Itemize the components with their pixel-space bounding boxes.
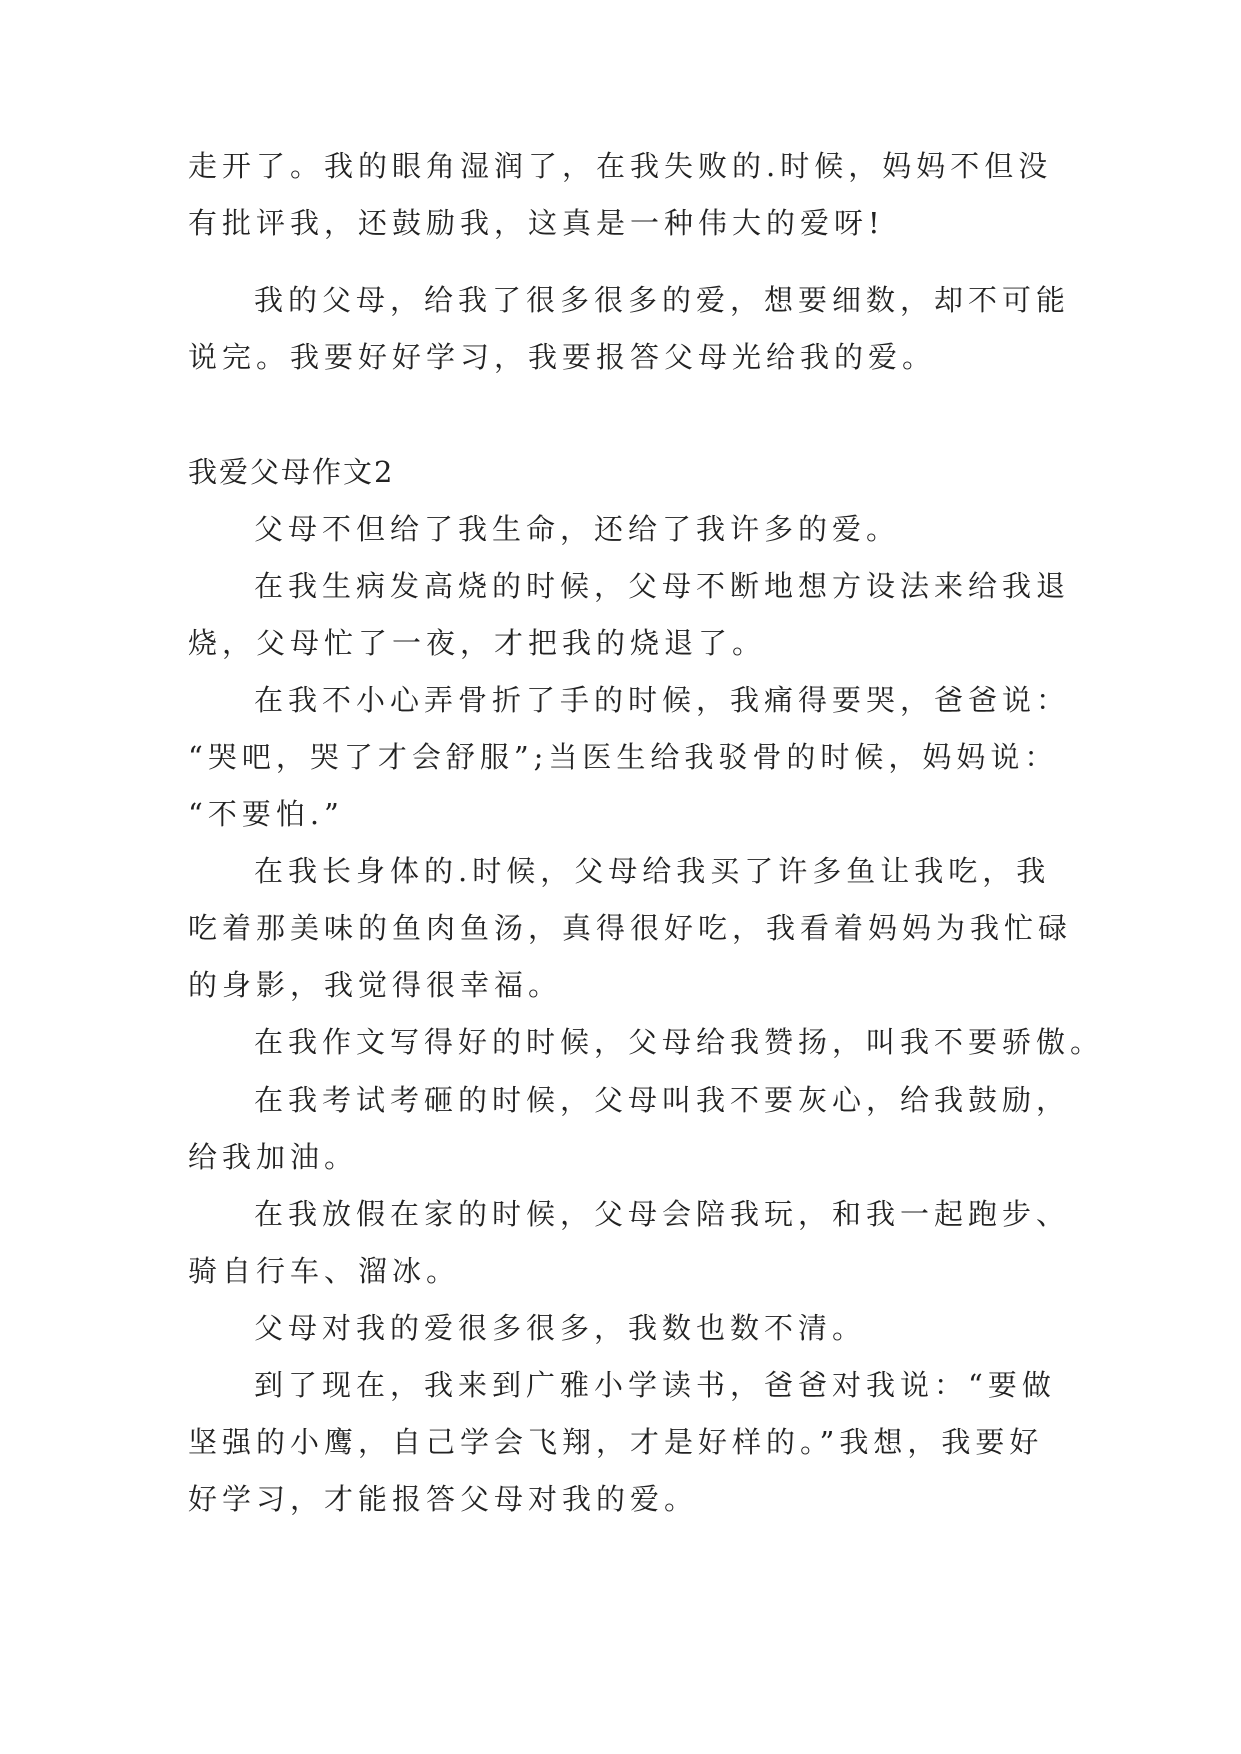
paragraph-line: “不要怕.”	[188, 797, 344, 831]
paragraph-line: 在我作文写得好的时候，父母给我赞扬，叫我不要骄傲。	[254, 1025, 1105, 1059]
paragraph-line: 有批评我，还鼓励我，这真是一种伟大的爱呀!	[188, 206, 885, 240]
paragraph-line: 在我考试考砸的时候，父母叫我不要灰心，给我鼓励，	[254, 1083, 1071, 1117]
paragraph-line: 给我加油。	[188, 1140, 359, 1174]
paragraph-line: 在我长身体的.时候，父母给我买了许多鱼让我吃，我	[254, 854, 1051, 888]
paragraph-line: 的身影，我觉得很幸福。	[188, 968, 563, 1002]
paragraph-line: 吃着那美味的鱼肉鱼汤，真得很好吃，我看着妈妈为我忙碌	[188, 911, 1073, 945]
paragraph-line: 父母不但给了我生命，还给了我许多的爱。	[254, 512, 901, 546]
paragraph-line: 坚强的小鹰，自己学会飞翔，才是好样的。”我想，我要好	[188, 1425, 1044, 1459]
section-title: 我爱父母作文2	[188, 455, 395, 489]
paragraph-line: 父母对我的爱很多很多，我数也数不清。	[254, 1311, 867, 1345]
paragraph-line: “哭吧，哭了才会舒服”;当医生给我驳骨的时候，妈妈说：	[188, 740, 1059, 774]
paragraph-line: 我的父母，给我了很多很多的爱，想要细数，却不可能	[254, 283, 1071, 317]
paragraph-line: 说完。我要好好学习，我要报答父母光给我的爱。	[188, 340, 937, 374]
paragraph-line: 骑自行车、溜冰。	[188, 1254, 461, 1288]
paragraph-line: 烧，父母忙了一夜，才把我的烧退了。	[188, 626, 767, 660]
paragraph-line: 在我放假在家的时候，父母会陪我玩，和我一起跑步、	[254, 1197, 1071, 1231]
paragraph-line: 在我不小心弄骨折了手的时候，我痛得要哭，爸爸说：	[254, 683, 1071, 717]
paragraph-line: 好学习，才能报答父母对我的爱。	[188, 1482, 699, 1516]
paragraph-line: 走开了。我的眼角湿润了，在我失败的.时候，妈妈不但没	[188, 149, 1053, 183]
paragraph-line: 到了现在，我来到广雅小学读书，爸爸对我说：“要做	[254, 1368, 1056, 1402]
paragraph-line: 在我生病发高烧的时候，父母不断地想方设法来给我退	[254, 569, 1071, 603]
